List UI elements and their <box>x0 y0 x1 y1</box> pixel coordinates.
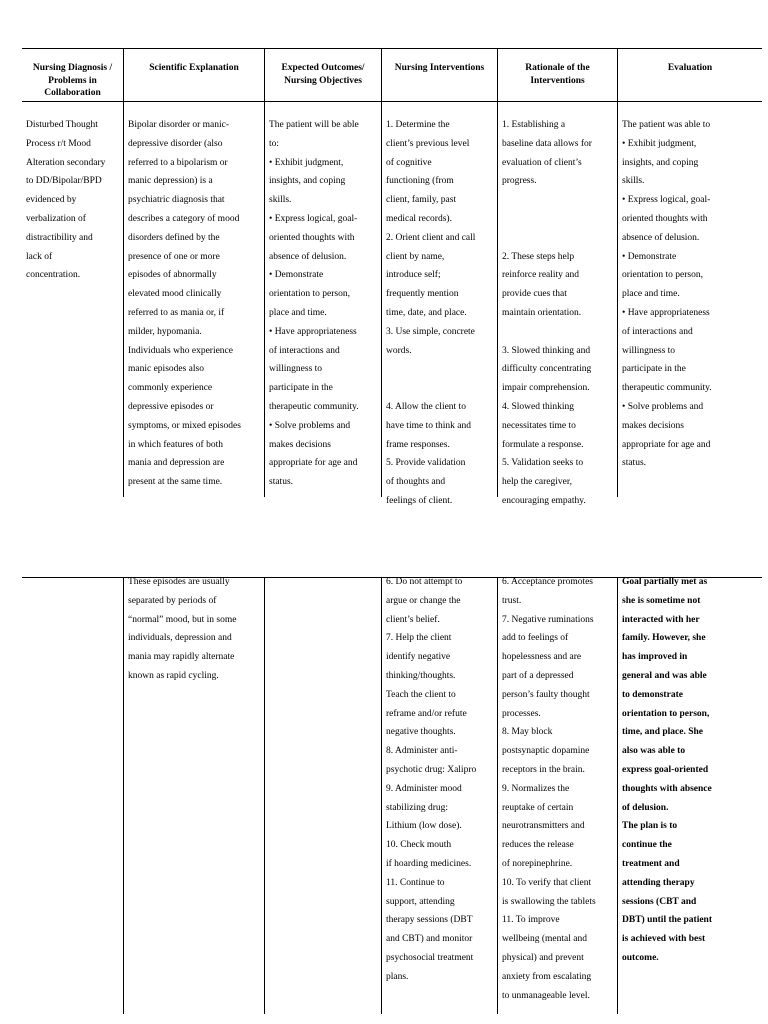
table1-col-divider <box>123 48 124 497</box>
header-nursing-interventions: Nursing Interventions <box>394 63 485 73</box>
header-nursing-diagnosis: Nursing Diagnosis / Problems in Collaboration <box>32 63 113 98</box>
table2-col-divider <box>123 577 124 1014</box>
explanation-cont-cell: These episodes are usually separated by periods of “normal” mood, but in some individuals, depression and mania may rapidly alternate known as rapid cycling. <box>128 577 237 681</box>
interventions-cont-cell: 6. Do not attempt to argue or change the client’s belief. 7. Help the client identify negative thinking/thoughts. Teach the client to reframe and/or refute negative thoughts. 8. Administer anti- psychotic drug: Xalipro 9. Administer mood stabilizing drug: Lithium (low dose). 10. Check mouth if hoarding medicines. 11. Continue to support, attending therapy sessions (DBT and CBT) and monitor psychosocial treatment plans. <box>386 577 477 982</box>
table2-col-divider <box>617 577 618 1014</box>
header-expected-outcomes: Expected Outcomes/ Nursing Objectives <box>281 63 365 86</box>
table2-col-divider <box>264 577 265 1014</box>
header-evaluation: Evaluation <box>667 63 713 73</box>
table1-top-border <box>22 48 762 49</box>
table2-col-divider <box>381 577 382 1014</box>
header-scientific-explanation: Scientific Explanation <box>149 63 239 73</box>
evaluation-cont-cell: Goal partially met as she is sometime not interacted with her family. However, she has improved in general and was able to demonstrate orientation to person, time, and place. She also was able to express goal-oriented thoughts with absence of delusion. The plan is to continue the treatment and attending therapy sessions (CBT and DBT) until the patient is achieved with best outcome. <box>622 577 712 963</box>
header-rationale: Rationale of the Interventions <box>525 63 590 86</box>
table2-col-divider <box>497 577 498 1014</box>
table1-col-divider <box>381 48 382 497</box>
evaluation-cell: The patient was able to • Exhibit judgment, insights, and coping skills. • Express logical, goal- oriented thoughts with absence of delusion. • Demonstrate orientation to person, place and time. • Have appropriateness of interactions and willingness to participate in the therapeutic community. • Solve problems and makes decisions appropriate for age and status. <box>622 120 712 469</box>
interventions-cell: 1. Determine the client’s previous level of cognitive functioning (from client, family, past medical records). 2. Orient client and call client by name, introduce self; frequently mention time, date, and place. 3. Use simple, concrete words. 4. Allow the client to have time to think and frame responses. 5. Provide validation of thoughts and feelings of client. <box>386 120 476 506</box>
rationale-cell: 1. Establishing a baseline data allows for evaluation of client’s progress. 2. These steps help reinforce reality and provide cues that maintain orientation. 3. Slowed thinking and difficulty concentrating impair comprehension. 4. Slowed thinking necessitates time to formulate a response. 5. Validation seeks to help the caregiver, encouraging empathy. <box>502 120 592 506</box>
table1-header-divider <box>22 101 762 102</box>
rationale-cont-cell: 6. Acceptance promotes trust. 7. Negative ruminations add to feelings of hopelessness and are part of a depressed person’s faulty thought processes. 8. May block postsynaptic dopamine receptors in the brain. 9. Normalizes the reuptake of certain neurotransmitters and reduces the release of norepinephrine. 10. To verify that client is swallowing the tablets 11. To improve wellbeing (mental and physical) and prevent anxiety from escalating to unmanageable level. <box>502 577 596 1001</box>
table1-col-divider <box>617 48 618 497</box>
table1-col-divider <box>497 48 498 497</box>
outcomes-cell: The patient will be able to: • Exhibit judgment, insights, and coping skills. • Express logical, goal- oriented thoughts with absence of delusion. • Demonstrate orientation to person, place and time. • Have appropriateness of interactions and willingness to participate in the therapeutic community. • Solve problems and makes decisions appropriate for age and status. <box>269 120 359 488</box>
diagnosis-cell: Disturbed Thought Process r/t Mood Alteration secondary to DD/Bipolar/BPD evidenced by verbalization of distractibility and lack of concentration. <box>26 120 106 281</box>
explanation-cell: Bipolar disorder or manic- depressive disorder (also referred to a bipolarism or manic depression) is a psychiatric diagnosis that describes a category of mood disorders defined by the presence of one or more episodes of abnormally elevated mood clinically referred to as mania or, if milder, hypomania. Individuals who experience manic episodes also commonly experience depressive episodes or symptoms, or mixed episodes in which features of both mania and depression are present at the same time. <box>128 120 241 488</box>
table1-col-divider <box>264 48 265 497</box>
